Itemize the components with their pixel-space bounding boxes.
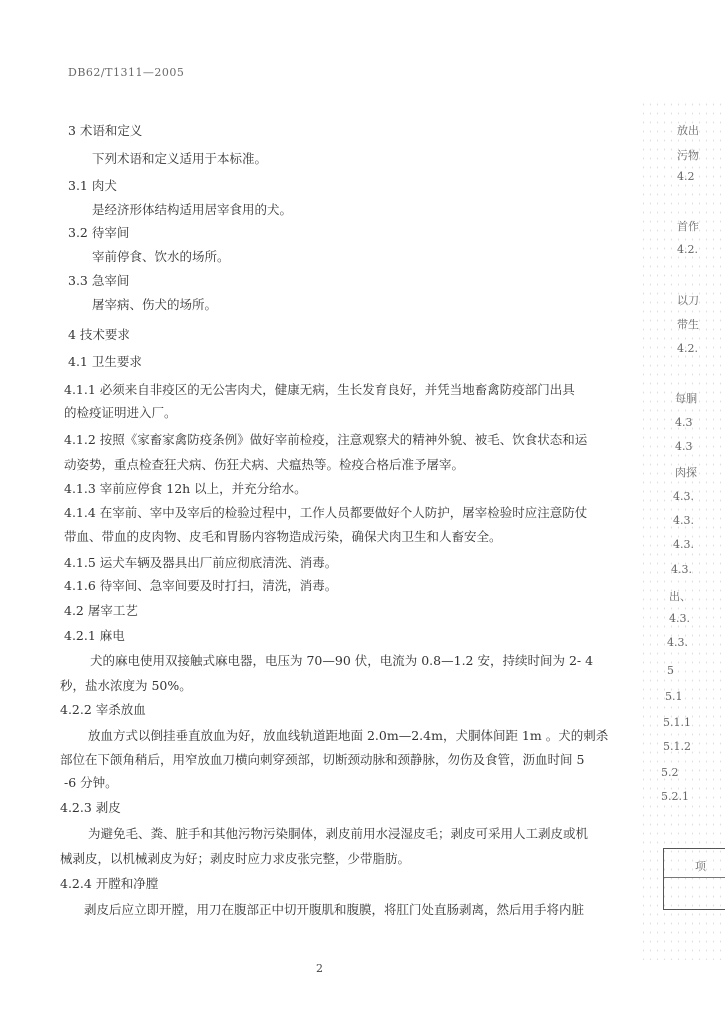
section-3-title: 3 术语和定义 xyxy=(68,123,143,138)
term-3-1-title: 3.1 肉犬 xyxy=(68,178,117,193)
adjacent-page-table-fragment xyxy=(663,848,725,910)
edge-fragment: 4.3. xyxy=(673,514,694,527)
clause-4-1-3: 4.1.3 宰前应停食 12h 以上，并充分给水。 xyxy=(64,481,307,496)
document-code-header: DB62/T1311—2005 xyxy=(68,66,185,79)
clause-4-2-1-line1: 犬的麻电使用双接触式麻电器，电压为 70—90 伏，电流为 0.8—1.2 安，持续时间为 2- 4 xyxy=(90,653,594,668)
clause-4-2-2-line2: 部位在下颌角稍后，用窄放血刀横向刺穿颈部，切断颈动脉和颈静脉，勿伤及食管，沥血时间 5 xyxy=(60,752,585,767)
clause-4-2-2-title: 4.2.2 宰杀放血 xyxy=(60,702,146,717)
section-4-title: 4 技术要求 xyxy=(68,327,130,342)
edge-fragment: 4.3 xyxy=(675,416,693,429)
edge-fragment: 4.2. xyxy=(677,342,698,355)
term-3-1-definition: 是经济形体结构适用居宰食用的犬。 xyxy=(92,202,293,217)
clause-4-2-4-title: 4.2.4 开膛和净膛 xyxy=(60,876,159,891)
edge-fragment: 4.3. xyxy=(671,563,692,576)
term-3-3-definition: 屠宰病、伤犬的场所。 xyxy=(92,297,218,312)
edge-fragment: 4.2 xyxy=(677,170,695,183)
edge-fragment: 5.1.1 xyxy=(663,716,691,729)
clause-4-2-2-line3: -6 分钟。 xyxy=(64,775,118,790)
edge-fragment: 出、 xyxy=(669,590,691,603)
edge-fragment: 放出 xyxy=(677,124,699,137)
edge-fragment: 5 xyxy=(667,664,674,677)
term-3-2-definition: 宰前停食、饮水的场所。 xyxy=(92,249,230,264)
edge-fragment: 项 xyxy=(695,860,706,873)
edge-fragment: 肉探 xyxy=(675,466,697,479)
clause-4-1-1-line1: 4.1.1 必须来自非疫区的无公害肉犬，健康无病，生长发育良好，并凭当地畜禽防疫部门出具 xyxy=(64,382,575,397)
page-number: 2 xyxy=(316,962,323,975)
term-3-3-title: 3.3 急宰间 xyxy=(68,273,130,288)
table-rule xyxy=(664,877,725,878)
clause-4-1-title: 4.1 卫生要求 xyxy=(68,354,142,369)
clause-4-2-title: 4.2 屠宰工艺 xyxy=(64,603,138,618)
clause-4-1-4-line1: 4.1.4 在宰前、宰中及宰后的检验过程中，工作人员都要做好个人防护，屠宰检验时应注意防仗 xyxy=(64,505,588,520)
edge-fragment: 4.3. xyxy=(667,636,688,649)
section-3-intro: 下列术语和定义适用于本标准。 xyxy=(92,151,268,166)
clause-4-1-4-line2: 带血、带血的皮肉物、皮毛和胃肠内容物造成污染，确保犬肉卫生和人畜安全。 xyxy=(64,529,502,544)
clause-4-1-5: 4.1.5 运犬车辆及器具出厂前应彻底清洗、消毒。 xyxy=(64,555,338,570)
edge-fragment: 污物 xyxy=(677,149,699,162)
edge-fragment: 4.3 xyxy=(675,440,693,453)
edge-fragment: 以刀 xyxy=(677,294,699,307)
edge-fragment: 首作 xyxy=(677,220,699,233)
edge-fragment: 5.2 xyxy=(661,766,679,779)
clause-4-2-1-line2: 秒，盐水浓度为 50%。 xyxy=(60,678,192,693)
clause-4-2-3-line1: 为避免毛、粪、脏手和其他污物污染胴体，剥皮前用水浸湿皮毛；剥皮可采用人工剥皮或机 xyxy=(88,826,589,841)
edge-fragment: 4.3. xyxy=(669,612,690,625)
clause-4-2-4-line1: 剥皮后应立即开膛，用刀在腹部正中切开腹肌和腹膜，将肛门处直肠剥离，然后用手将内脏 xyxy=(84,902,585,917)
clause-4-2-3-title: 4.2.3 剥皮 xyxy=(60,800,121,815)
clause-4-1-2-line1: 4.1.2 按照《家畜家禽防疫条例》做好宰前检疫，注意观察犬的精神外貌、被毛、饮食状态和运 xyxy=(64,432,588,447)
edge-fragment: 4.3. xyxy=(673,490,694,503)
edge-fragment: 5.1 xyxy=(665,690,683,703)
edge-fragment: 4.2. xyxy=(677,243,698,256)
edge-fragment: 4.3. xyxy=(673,538,694,551)
clause-4-2-3-line2: 械剥皮，以机械剥皮为好；剥皮时应力求皮张完整，少带脂肪。 xyxy=(60,851,411,866)
clause-4-2-2-line1: 放血方式以倒挂垂直放血为好，放血线轨道距地面 2.0m—2.4m，犬胴体间距 1m 。犬的刺杀 xyxy=(88,728,609,743)
clause-4-1-1-line2: 的检疫证明进入厂。 xyxy=(64,405,177,420)
clause-4-2-1-title: 4.2.1 麻电 xyxy=(64,628,125,643)
edge-fragment: 5.2.1 xyxy=(661,790,689,803)
clause-4-1-6: 4.1.6 待宰间、急宰间要及时打扫，清洗，消毒。 xyxy=(64,578,338,593)
edge-fragment: 5.1.2 xyxy=(663,740,691,753)
term-3-2-title: 3.2 待宰间 xyxy=(68,225,130,240)
edge-fragment: 带生 xyxy=(677,318,699,331)
clause-4-1-2-line2: 动姿势，重点检查狂犬病、伤狂犬病、犬瘟热等。检疫合格后准予屠宰。 xyxy=(64,457,465,472)
edge-fragment: 每胴 xyxy=(675,392,697,405)
